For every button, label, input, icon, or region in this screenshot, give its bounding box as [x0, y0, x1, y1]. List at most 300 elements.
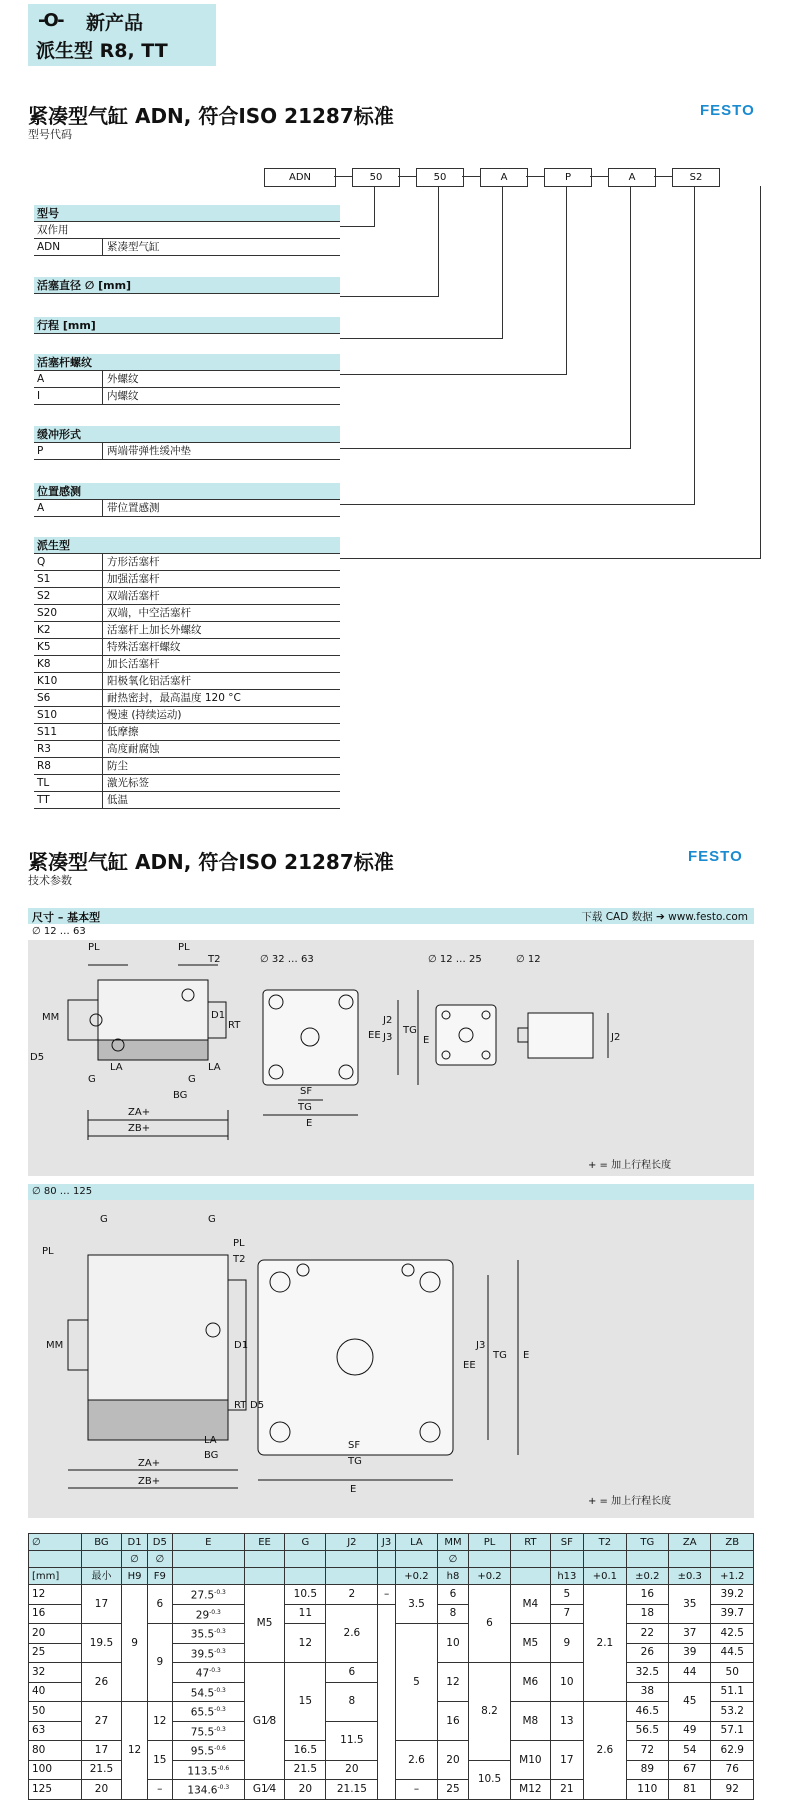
- banner-line1: 新产品: [86, 12, 144, 34]
- dim-label: TG: [493, 1350, 507, 1361]
- e-tolerance: -0.3: [214, 1706, 226, 1713]
- code-separator: [526, 176, 544, 177]
- diameter-label: ∅ 12: [516, 954, 541, 965]
- table-cell: 2: [326, 1585, 378, 1605]
- variant-desc: 活塞杆上加长外螺纹: [107, 624, 202, 636]
- table-cell: 26: [626, 1643, 668, 1663]
- table-cell: 12: [29, 1585, 82, 1605]
- festo-logo: FESTO: [700, 102, 755, 119]
- e-value: 35.5: [190, 1628, 215, 1641]
- dim-label: E: [350, 1484, 357, 1495]
- group-head: 派生型: [34, 537, 340, 554]
- variant-code: R3: [37, 743, 51, 755]
- variant-row: [34, 656, 340, 673]
- table-header-cell: BG: [81, 1534, 122, 1551]
- table-cell: 17: [81, 1585, 122, 1624]
- table-header-cell: [244, 1551, 285, 1568]
- table-cell: 7: [550, 1604, 584, 1624]
- dim-label: E: [306, 1118, 313, 1129]
- table-cell: 37: [669, 1624, 711, 1644]
- e-tolerance: -0.3: [214, 1589, 226, 1596]
- variant-code: S2: [37, 590, 51, 602]
- table-cell: [172, 1624, 244, 1644]
- section1-subtitle: 型号代码: [28, 128, 72, 141]
- table-header-cell: J2: [326, 1534, 378, 1551]
- table-cell: 45: [669, 1682, 711, 1721]
- diameter-label: ∅ 12 … 25: [428, 954, 482, 965]
- e-tolerance: -0.6: [217, 1764, 230, 1772]
- table-header-cell: [326, 1568, 378, 1585]
- table-header-cell: ±0.2: [626, 1568, 668, 1585]
- e-tolerance: -0.3: [209, 1667, 221, 1674]
- table-header-cell: [172, 1551, 244, 1568]
- group-head: 活塞直径 ∅ [mm]: [34, 277, 340, 294]
- dim-label: G: [88, 1074, 96, 1085]
- table-cell: [172, 1604, 244, 1624]
- order-code-box: A: [480, 168, 528, 187]
- table-cell: M10: [511, 1741, 550, 1780]
- e-tolerance: -0.3: [214, 1628, 226, 1635]
- table-header-cell: EE: [244, 1534, 285, 1551]
- variant-code: S1: [37, 573, 51, 585]
- table-cell: M8: [511, 1702, 550, 1741]
- table-cell: 20: [438, 1741, 469, 1780]
- table-header-row: [29, 1551, 754, 1568]
- e-value: 47: [195, 1667, 210, 1680]
- variant-row: [34, 639, 340, 656]
- stroke-note: + = 加上行程长度: [588, 1496, 672, 1507]
- dim-label: E: [423, 1035, 430, 1046]
- range1-label: ∅ 12 … 63: [32, 926, 86, 937]
- table-cell: 39: [669, 1643, 711, 1663]
- table-cell: 9: [550, 1624, 584, 1663]
- table-header-cell: F9: [147, 1568, 172, 1585]
- dim-label: D5: [30, 1052, 45, 1063]
- dim-label: TG: [348, 1456, 362, 1467]
- group-row: ADN 紧凑型气缸: [34, 239, 340, 256]
- table-cell: 2.1: [584, 1585, 626, 1702]
- table-cell: M12: [511, 1780, 550, 1800]
- table-cell: 26: [81, 1663, 122, 1702]
- variant-desc: 加强活塞杆: [107, 573, 160, 585]
- table-header-cell: ±0.3: [669, 1568, 711, 1585]
- table-header-cell: [584, 1551, 626, 1568]
- table-header-cell: D5: [147, 1534, 172, 1551]
- table-cell: [172, 1741, 244, 1761]
- table-header-cell: ∅: [147, 1551, 172, 1568]
- table-cell: 20: [285, 1780, 326, 1800]
- diameter-label: ∅ 32 … 63: [260, 954, 314, 965]
- dim-label: D5: [250, 1400, 265, 1411]
- table-header-cell: [511, 1551, 550, 1568]
- dim-label: TG: [403, 1025, 417, 1036]
- variant-row: [34, 673, 340, 690]
- table-cell: 6: [468, 1585, 510, 1663]
- table-cell: 21.5: [285, 1760, 326, 1780]
- variant-code: Q: [37, 556, 46, 568]
- variant-row: [34, 588, 340, 605]
- table-cell: [378, 1604, 395, 1799]
- table-cell: 54: [669, 1741, 711, 1761]
- table-cell: 17: [550, 1741, 584, 1780]
- table-cell: 49: [669, 1721, 711, 1741]
- e-value: 95.5: [190, 1745, 215, 1758]
- table-header-cell: [29, 1551, 82, 1568]
- group-head: 型号: [34, 205, 340, 222]
- e-value: 54.5: [190, 1687, 215, 1699]
- variant-code: S20: [37, 607, 58, 619]
- dims-title: 尺寸 – 基本型: [32, 911, 101, 924]
- drawing-panel-80-125: [28, 1200, 754, 1518]
- variant-code: K10: [37, 675, 58, 687]
- table-cell: 81: [669, 1780, 711, 1800]
- table-cell: 35: [669, 1585, 711, 1624]
- dim-label: T2: [233, 1254, 246, 1265]
- table-cell: 19.5: [81, 1624, 122, 1663]
- table-cell: [172, 1585, 244, 1605]
- table-cell: 125: [29, 1780, 82, 1800]
- table-header-cell: T2: [584, 1534, 626, 1551]
- variant-desc: 激光标签: [107, 777, 149, 789]
- table-header-cell: ZA: [669, 1534, 711, 1551]
- table-header-cell: G: [285, 1534, 326, 1551]
- group-row: I 内螺纹: [34, 388, 340, 405]
- table-cell: –: [395, 1780, 437, 1800]
- dim-label: PL: [88, 942, 100, 953]
- variant-code: S10: [37, 709, 58, 721]
- stroke-note: + = 加上行程长度: [588, 1160, 672, 1171]
- variant-desc: 低摩擦: [107, 726, 139, 738]
- table-cell: M5: [244, 1585, 285, 1663]
- group-variants: [34, 537, 340, 809]
- dim-label: J2: [383, 1015, 393, 1026]
- dims-header-bar: [28, 908, 754, 924]
- table-cell: 10: [438, 1624, 469, 1663]
- table-cell: 8: [326, 1682, 378, 1721]
- table-cell: 15: [285, 1663, 326, 1741]
- variant-desc: 特殊活塞杆螺纹: [107, 641, 181, 653]
- group-rod-thread: [34, 354, 340, 405]
- table-cell: 40: [29, 1682, 82, 1702]
- table-header-cell: 最小: [81, 1568, 122, 1585]
- dim-label: PL: [178, 942, 190, 953]
- table-cell: –: [147, 1780, 172, 1800]
- table-cell: 32: [29, 1663, 82, 1683]
- table-cell: 11.5: [326, 1721, 378, 1760]
- group-head: 行程 [mm]: [34, 317, 340, 334]
- table-header-cell: +0.2: [395, 1568, 437, 1585]
- dim-label: LA: [204, 1435, 217, 1446]
- order-code-box: P: [544, 168, 592, 187]
- variant-row: [34, 775, 340, 792]
- order-code-box: A: [608, 168, 656, 187]
- dim-label: EE: [368, 1030, 381, 1041]
- table-cell: 67: [669, 1760, 711, 1780]
- table-row: [29, 1585, 754, 1605]
- e-tolerance: -0.3: [214, 1647, 226, 1655]
- dim-label: SF: [300, 1086, 313, 1097]
- table-header-row: [29, 1534, 754, 1551]
- dim-label: G: [188, 1074, 196, 1085]
- variant-code: TT: [37, 794, 50, 806]
- table-header-cell: J3: [378, 1534, 395, 1551]
- variant-row: [34, 605, 340, 622]
- e-value: 65.5: [190, 1706, 215, 1719]
- dim-label: T2: [208, 954, 221, 965]
- table-header-cell: ZB: [711, 1534, 754, 1551]
- table-cell: 25: [29, 1643, 82, 1663]
- dim-label: EE: [463, 1360, 476, 1371]
- variant-desc: 耐热密封，最高温度 120 °C: [107, 692, 241, 704]
- table-cell: 50: [29, 1702, 82, 1722]
- table-header-cell: +0.1: [584, 1568, 626, 1585]
- table-cell: [172, 1682, 244, 1702]
- table-cell: 16: [29, 1604, 82, 1624]
- table-cell: 32.5: [626, 1663, 668, 1683]
- table-cell: [172, 1760, 244, 1780]
- variant-desc: 高度耐腐蚀: [107, 743, 160, 755]
- table-header-cell: [285, 1568, 326, 1585]
- table-cell: 2.6: [326, 1604, 378, 1663]
- connector-line: [340, 186, 761, 559]
- group-head: 位置感测: [34, 483, 340, 500]
- table-cell: 15: [147, 1741, 172, 1780]
- table-cell: 39.2: [711, 1585, 754, 1605]
- table-cell: [172, 1702, 244, 1722]
- range1-bar: [28, 924, 754, 941]
- group-row: A 带位置感测: [34, 500, 340, 517]
- table-header-cell: [378, 1568, 395, 1585]
- code-separator: [654, 176, 672, 177]
- variant-row: [34, 724, 340, 741]
- e-tolerance: -0.3: [209, 1608, 221, 1616]
- table-cell: 80: [29, 1741, 82, 1761]
- table-header-cell: ∅: [438, 1551, 469, 1568]
- variant-row: [34, 622, 340, 639]
- table-header-cell: TG: [626, 1534, 668, 1551]
- variant-code: TL: [37, 777, 50, 789]
- dim-label: ZA+: [128, 1107, 151, 1118]
- dim-label: SF: [348, 1440, 361, 1451]
- table-header-cell: ∅: [29, 1534, 82, 1551]
- table-header-cell: [669, 1551, 711, 1568]
- e-value: 27.5: [190, 1589, 215, 1602]
- table-cell: 6: [438, 1585, 469, 1605]
- table-cell: 11: [285, 1604, 326, 1624]
- table-cell: –: [378, 1585, 395, 1605]
- order-code-box: 50: [352, 168, 400, 187]
- table-cell: 10.5: [285, 1585, 326, 1605]
- table-cell: 100: [29, 1760, 82, 1780]
- table-header-cell: MM: [438, 1534, 469, 1551]
- table-cell: M5: [511, 1624, 550, 1663]
- table-header-cell: h13: [550, 1568, 584, 1585]
- section1-title: 紧凑型气缸 ADN, 符合ISO 21287标准: [28, 104, 394, 128]
- table-cell: 110: [626, 1780, 668, 1800]
- table-header-cell: [711, 1551, 754, 1568]
- table-header-cell: ∅: [122, 1551, 147, 1568]
- table-header-cell: [mm]: [29, 1568, 82, 1585]
- variant-row: [34, 571, 340, 588]
- table-header-cell: +0.2: [468, 1568, 510, 1585]
- group-head: 活塞杆螺纹: [34, 354, 340, 371]
- e-value: 113.5: [187, 1765, 218, 1777]
- dim-label: MM: [46, 1340, 64, 1351]
- variant-row: [34, 690, 340, 707]
- table-cell: 2.6: [395, 1741, 437, 1780]
- e-value: 29: [195, 1609, 210, 1621]
- table-header-cell: RT: [511, 1534, 550, 1551]
- dim-label: J3: [383, 1032, 393, 1043]
- table-cell: 13: [550, 1702, 584, 1741]
- e-tolerance: -0.6: [214, 1745, 226, 1752]
- variant-desc: 双端，中空活塞杆: [107, 607, 191, 619]
- e-value: 39.5: [190, 1648, 215, 1660]
- table-cell: 89: [626, 1760, 668, 1780]
- e-value: 134.6: [187, 1784, 218, 1797]
- table-cell: 9: [147, 1624, 172, 1702]
- table-header-cell: [326, 1551, 378, 1568]
- cad-download-link[interactable]: 下载 CAD 数据 ➔ www.festo.com: [581, 911, 748, 923]
- group-type: [34, 205, 340, 256]
- variant-code: R8: [37, 760, 51, 772]
- table-cell: 20: [326, 1760, 378, 1780]
- table-cell: 20: [29, 1624, 82, 1644]
- dim-label: J3: [476, 1340, 486, 1351]
- cylinder-symbol-icon: -O-: [38, 10, 63, 31]
- dim-label: ZA+: [138, 1458, 161, 1469]
- variant-row: [34, 707, 340, 724]
- table-cell: 44.5: [711, 1643, 754, 1663]
- dim-label: BG: [173, 1090, 188, 1101]
- table-cell: 21: [550, 1780, 584, 1800]
- table-cell: 72: [626, 1741, 668, 1761]
- table-cell: [172, 1663, 244, 1683]
- dim-label: D1: [234, 1340, 249, 1351]
- code-separator: [334, 176, 352, 177]
- order-code-box: ADN: [264, 168, 336, 187]
- table-header-cell: [285, 1551, 326, 1568]
- variant-row: [34, 758, 340, 775]
- section2-subtitle: 技术参数: [28, 874, 72, 887]
- table-cell: 39.7: [711, 1604, 754, 1624]
- code-separator: [398, 176, 416, 177]
- order-code-box: S2: [672, 168, 720, 187]
- table-cell: 8.2: [468, 1663, 510, 1761]
- group-cushioning: [34, 426, 340, 460]
- variant-code: K2: [37, 624, 51, 636]
- banner-line2: 派生型 R8, TT: [36, 40, 168, 62]
- variant-row: [34, 792, 340, 809]
- variant-row: [34, 741, 340, 758]
- variant-desc: 防尘: [107, 760, 128, 772]
- table-cell: 46.5: [626, 1702, 668, 1722]
- table-cell: 44: [669, 1663, 711, 1683]
- drawing-panel-12-63: [28, 940, 754, 1176]
- table-cell: 6: [326, 1663, 378, 1683]
- table-cell: 5: [395, 1624, 437, 1741]
- drawing-12-63-svg: [28, 940, 754, 1176]
- table-cell: [172, 1721, 244, 1741]
- code-separator: [462, 176, 480, 177]
- table-cell: [172, 1643, 244, 1663]
- table-header-cell: [81, 1551, 122, 1568]
- range2-label: ∅ 80 … 125: [32, 1186, 93, 1197]
- dim-label: BG: [204, 1450, 219, 1461]
- range2-bar: [28, 1184, 754, 1200]
- table-header-cell: [550, 1551, 584, 1568]
- group-position-sensing: [34, 483, 340, 517]
- variant-desc: 慢速 (持续运动): [107, 709, 182, 721]
- table-cell: 76: [711, 1760, 754, 1780]
- table-cell: 21.15: [326, 1780, 378, 1800]
- table-header-cell: [511, 1568, 550, 1585]
- table-header-cell: H9: [122, 1568, 147, 1585]
- table-header-row: [29, 1568, 754, 1585]
- e-tolerance: -0.3: [217, 1784, 230, 1791]
- table-cell: 25: [438, 1780, 469, 1800]
- table-header-cell: +1.2: [711, 1568, 754, 1585]
- variant-code: K8: [37, 658, 51, 670]
- dim-label: D1: [211, 1010, 226, 1021]
- table-header-cell: [378, 1551, 395, 1568]
- table-cell: G1⁄4: [244, 1780, 285, 1800]
- table-cell: 16: [626, 1585, 668, 1605]
- new-product-banner: [28, 4, 216, 66]
- dim-label: RT: [228, 1020, 241, 1031]
- dim-label: G: [100, 1214, 108, 1225]
- table-cell: 5: [550, 1585, 584, 1605]
- table-header-cell: [468, 1551, 510, 1568]
- table-cell: 50: [711, 1663, 754, 1683]
- dim-label: PL: [233, 1238, 245, 1249]
- table-cell: 8: [438, 1604, 469, 1624]
- table-cell: 53.2: [711, 1702, 754, 1722]
- table-cell: 9: [122, 1585, 147, 1702]
- table-header-cell: D1: [122, 1534, 147, 1551]
- variant-desc: 低温: [107, 794, 128, 806]
- table-cell: 12: [147, 1702, 172, 1741]
- table-cell: [172, 1780, 244, 1800]
- variant-desc: 双端活塞杆: [107, 590, 160, 602]
- variant-desc: 阳极氧化铝活塞杆: [107, 675, 191, 687]
- dim-label: G: [208, 1214, 216, 1225]
- dim-label: J2: [611, 1032, 621, 1043]
- group-row: 双作用: [34, 222, 340, 239]
- dim-label: ZB+: [138, 1476, 161, 1487]
- table-cell: 27: [81, 1702, 122, 1741]
- table-cell: 16.5: [285, 1741, 326, 1761]
- table-header-cell: [244, 1568, 285, 1585]
- dim-label: RT: [234, 1400, 247, 1411]
- table-header-cell: h8: [438, 1568, 469, 1585]
- drawing-80-125-svg: [28, 1200, 754, 1518]
- variant-desc: 加长活塞杆: [107, 658, 160, 670]
- e-value: 75.5: [190, 1726, 215, 1738]
- table-cell: 62.9: [711, 1741, 754, 1761]
- table-cell: 6: [147, 1585, 172, 1624]
- table-cell: 10.5: [468, 1760, 510, 1799]
- code-separator: [590, 176, 608, 177]
- table-cell: 20: [81, 1780, 122, 1800]
- group-row: A 外螺纹: [34, 371, 340, 388]
- e-tolerance: -0.3: [214, 1686, 226, 1694]
- order-code-box: 50: [416, 168, 464, 187]
- group-head: 缓冲形式: [34, 426, 340, 443]
- section2-title: 紧凑型气缸 ADN, 符合ISO 21287标准: [28, 850, 394, 874]
- e-tolerance: -0.3: [214, 1725, 226, 1733]
- dim-label: LA: [208, 1062, 221, 1073]
